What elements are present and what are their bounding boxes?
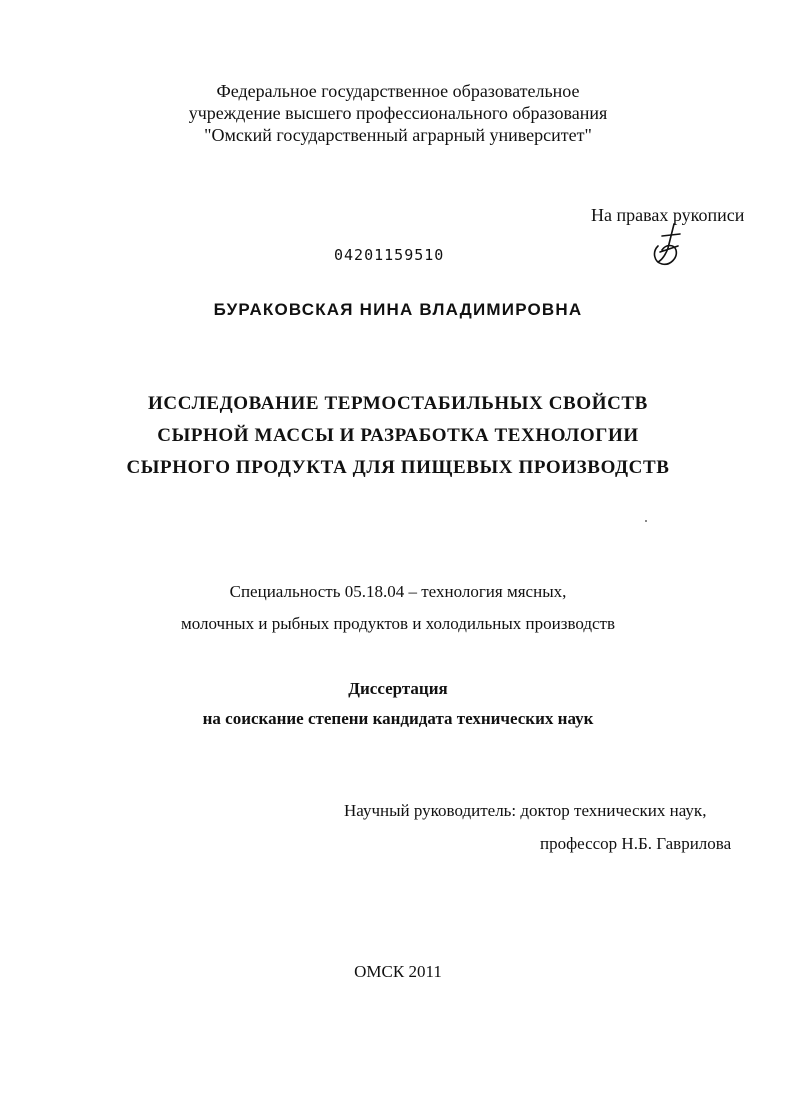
registration-number: 04201159510 bbox=[334, 246, 445, 264]
specialty-line-2: молочных и рыбных продуктов и холодильных производств bbox=[180, 614, 616, 633]
author-name: БУРАКОВСКАЯ НИНА ВЛАДИМИРОВНА bbox=[213, 300, 583, 319]
title-line-3: СЫРНОГО ПРОДУКТА ДЛЯ ПИЩЕВЫХ ПРОИЗВОДСТВ bbox=[126, 457, 670, 478]
dissertation-heading: Диссертация bbox=[348, 679, 448, 698]
specialty-line-1: Специальность 05.18.04 – технология мясных, bbox=[229, 582, 567, 601]
city-year: ОМСК 2011 bbox=[354, 962, 442, 981]
scan-speck bbox=[645, 520, 647, 522]
institution-line-1: Федеральное государственное образовательное bbox=[216, 81, 580, 101]
supervisor-line-1: Научный руководитель: доктор технических наук, bbox=[344, 801, 707, 820]
dissertation-subheading: на соискание степени кандидата технических наук bbox=[202, 709, 594, 728]
institution-line-2: учреждение высшего профессионального образования bbox=[188, 103, 608, 123]
title-line-1: ИССЛЕДОВАНИЕ ТЕРМОСТАБИЛЬНЫХ СВОЙСТВ bbox=[148, 393, 648, 414]
institution-block bbox=[0, 82, 796, 148]
supervisor-line-2: профессор Н.Б. Гаврилова bbox=[540, 834, 732, 853]
title-line-2: СЫРНОЙ МАССЫ И РАЗРАБОТКА ТЕХНОЛОГИИ bbox=[157, 425, 639, 446]
institution-line-3: "Омский государственный аграрный университет" bbox=[204, 125, 592, 145]
handwritten-signature-icon bbox=[648, 222, 688, 268]
specialty-block bbox=[0, 583, 796, 647]
dissertation-title bbox=[0, 394, 796, 490]
rights-note: На правах рукописи bbox=[591, 205, 745, 225]
